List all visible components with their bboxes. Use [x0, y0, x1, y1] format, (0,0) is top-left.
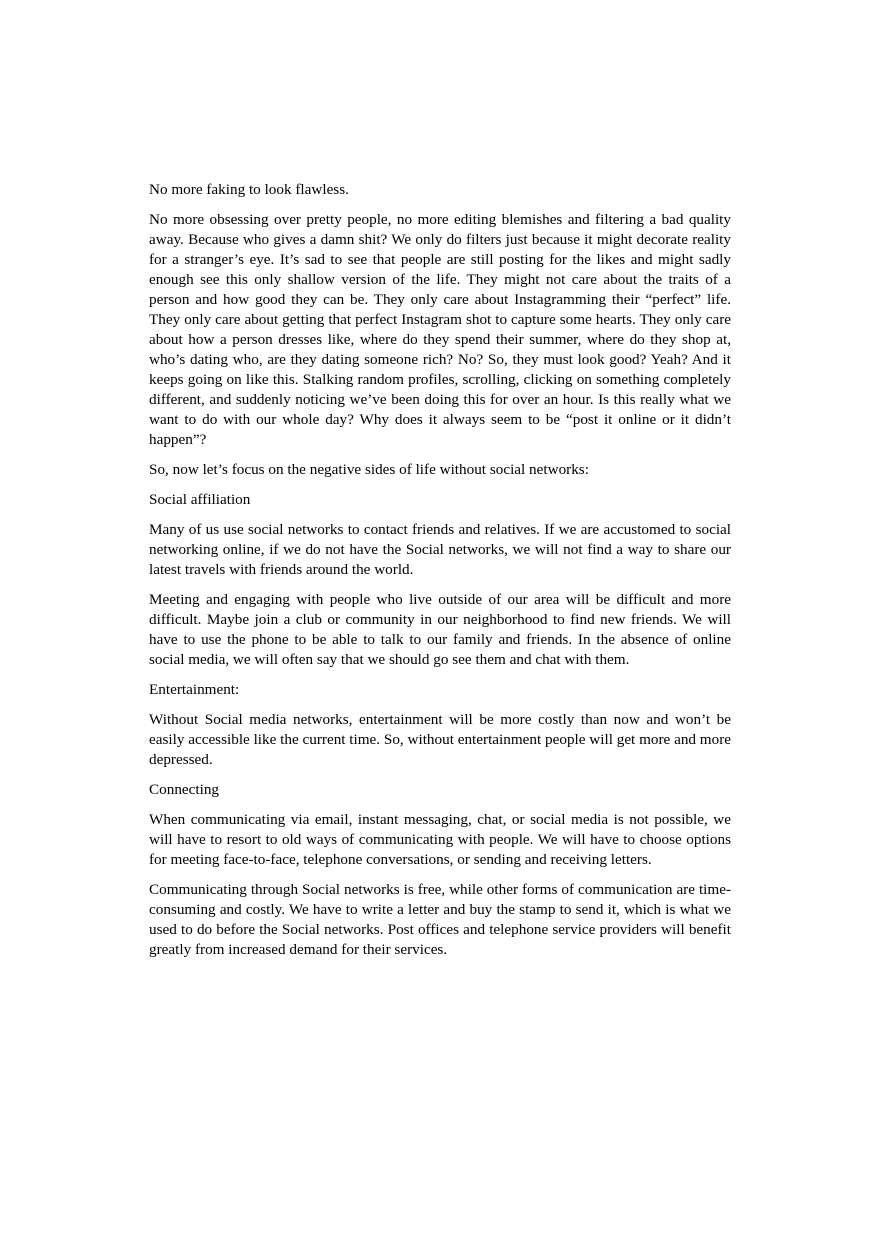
body-paragraph: Many of us use social networks to contact friends and relatives. If we are accustomed to social networking online, if we do not have the Social networks, we will not find a way to share our latest travels with friends around the world.: [149, 521, 731, 578]
body-paragraph: No more obsessing over pretty people, no more editing blemishes and filtering a bad quality away. Because who gives a damn shit? We only do filters just because it might decorate reality for a stranger’s eye. It’s sad to see that people are still posting for the likes and might sadly enough see this only shallow version of the life. They might not care about the traits of a person and how good they can be. They only care about Instagramming their “perfect” life. They only care about getting that perfect Instagram shot to capture some hearts. They only care about how a person dresses like, where do they spend their summer, where do they shop at, who’s dating who, are they dating someone rich? No? So, they must look good? Yeah? And it keeps going on like this. Stalking random profiles, scrolling, clicking on something completely different, and suddenly noticing we’ve been doing this for over an hour. Is this really what we want to do with our whole day? Why does it always seem to be “post it online or it didn’t happen”?: [149, 211, 731, 448]
section-heading-social-affiliation: Social affiliation: [149, 491, 251, 508]
transition-line: So, now let’s focus on the negative sides of life without social networks:: [149, 461, 589, 478]
body-paragraph: When communicating via email, instant messaging, chat, or social media is not possible, we will have to resort to old ways of communicating with people. We will have to choose options for meeting face-to-face, telephone conversations, or sending and receiving letters.: [149, 811, 731, 868]
opening-line: No more faking to look flawless.: [149, 181, 349, 198]
body-paragraph: Without Social media networks, entertainment will be more costly than now and won’t be easily accessible like the current time. So, without entertainment people will get more and more depressed.: [149, 711, 732, 768]
body-paragraph: Communicating through Social networks is free, while other forms of communication are time-consuming and costly. We have to write a letter and buy the stamp to send it, which is what we used to do before the Social networks. Post offices and telephone service providers will benefit greatly from increased demand for their services.: [149, 881, 731, 958]
document-body: [149, 180, 731, 970]
body-paragraph: Meeting and engaging with people who live outside of our area will be difficult and more difficult. Maybe join a club or community in our neighborhood to find new friends. We will have to use the phone to be able to talk to our family and friends. In the absence of online social media, we will often say that we should go see them and chat with them.: [149, 591, 731, 668]
section-heading-entertainment: Entertainment:: [149, 681, 240, 698]
section-heading-connecting: Connecting: [149, 781, 220, 798]
